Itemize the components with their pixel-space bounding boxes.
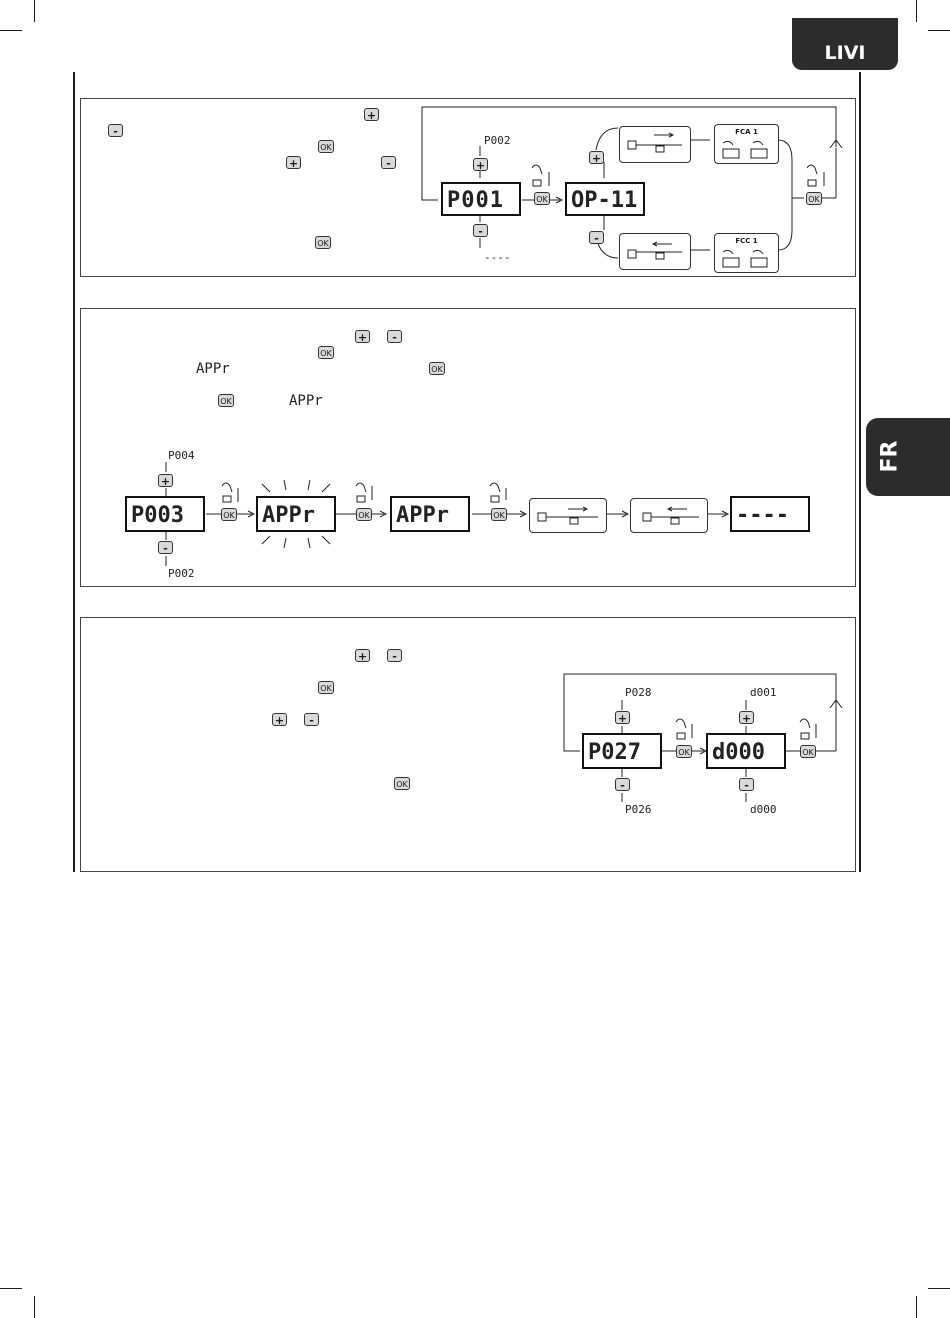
crop-mark [916,1296,917,1318]
crop-mark [34,1296,35,1318]
brand-name: LIVI [824,42,866,64]
label-d001: d001 [750,686,777,699]
label-p004: P004 [168,449,195,462]
ok-button: OK [676,745,692,758]
language-code: FR [877,440,903,473]
display-text: APPr [262,503,315,528]
minus-button: - [739,778,754,791]
fcc-label: FCC 1 [735,237,758,245]
crop-mark [0,1288,22,1289]
label-p028: P028 [625,686,652,699]
display-text: ---- [736,503,789,528]
plus-button: + [589,151,604,164]
plus-button: + [364,108,379,121]
minus-button: - [158,541,173,554]
ok-button: OK [429,362,445,375]
label-d000: d000 [750,803,777,816]
ok-button: OK [806,192,822,205]
display-text: APPr [396,503,449,528]
minus-button: - [304,713,319,726]
ok-button: OK [221,508,237,521]
plus-button: + [286,156,301,169]
ok-button: OK [394,777,410,790]
display-d000 [706,733,786,769]
minus-button: - [473,224,488,237]
fca-label: FCA 1 [735,128,758,136]
ok-button: OK [315,236,331,249]
display-text: d000 [712,740,765,765]
display-text: P001 [447,188,504,213]
minus-button: - [381,156,396,169]
plus-button: + [615,711,630,724]
plus-button: + [473,158,488,171]
minus-button: - [589,231,604,244]
label-p002: P002 [484,134,511,147]
inline-code-appr: APPr [289,393,323,409]
crop-mark [928,1288,950,1289]
display-text: P027 [588,740,641,765]
minus-button: - [387,330,402,343]
ok-button: OK [491,508,507,521]
ok-button: OK [318,140,334,153]
plus-button: + [158,474,173,487]
display-text: OP-11 [571,188,638,213]
minus-button: - [108,124,123,137]
ok-button: OK [318,681,334,694]
minus-button: - [615,778,630,791]
label-p026: P026 [625,803,652,816]
label-p002: P002 [168,567,195,580]
ok-button: OK [318,346,334,359]
display-p027 [582,733,662,769]
inline-code-appr: APPr [196,361,230,377]
plus-button: + [355,649,370,662]
display-text: P003 [131,503,184,528]
plus-button: + [739,711,754,724]
ok-button: OK [800,745,816,758]
minus-button: - [387,649,402,662]
ok-button: OK [356,508,372,521]
ok-button: OK [534,192,550,205]
plus-button: + [355,330,370,343]
ok-button: OK [218,394,234,407]
plus-button: + [272,713,287,726]
label-dashes: ---- [484,251,511,264]
